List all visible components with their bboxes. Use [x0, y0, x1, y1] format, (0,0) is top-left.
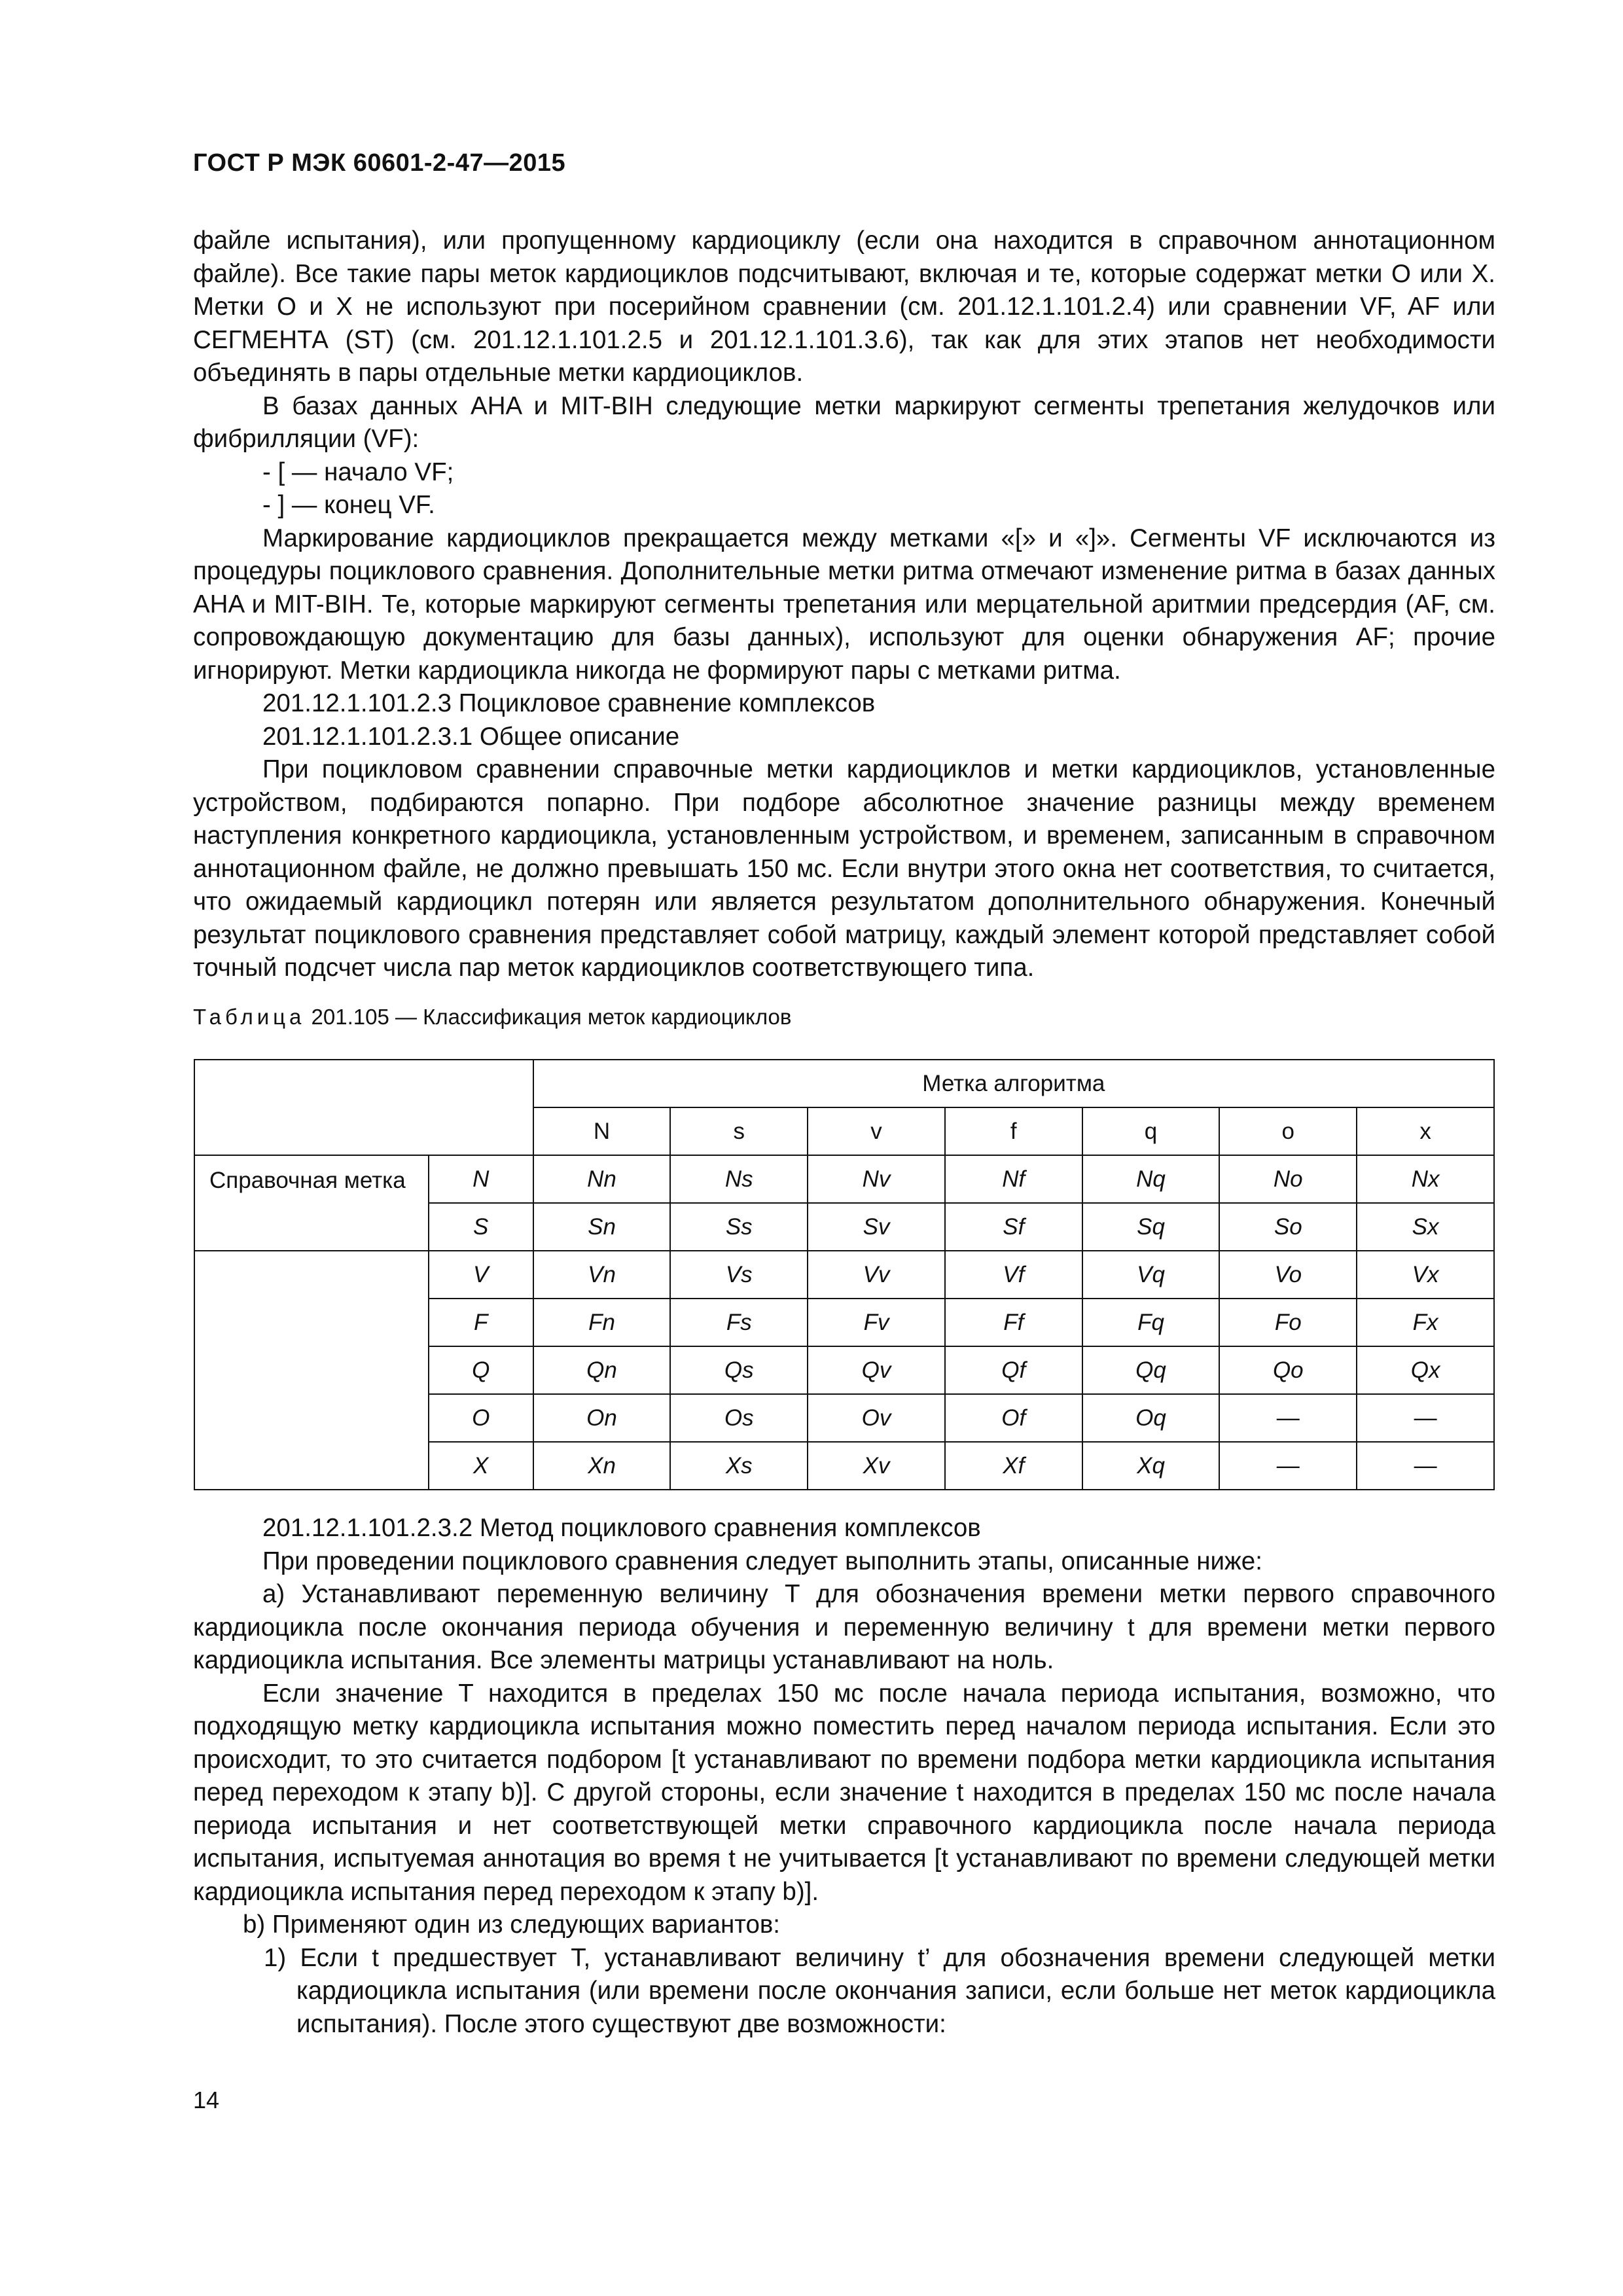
table-cell: Xn	[533, 1442, 671, 1490]
table-cell: Nn	[533, 1155, 671, 1203]
table-cell: Xs	[670, 1442, 808, 1490]
table-cell: Ov	[808, 1394, 945, 1442]
table-header-row	[194, 1060, 1494, 1107]
table-row	[194, 1155, 1494, 1203]
column-header: N	[533, 1107, 671, 1155]
column-header: x	[1357, 1107, 1494, 1155]
table-cell: Vn	[533, 1251, 671, 1299]
table-cell: On	[533, 1394, 671, 1442]
row-header: V	[429, 1251, 533, 1299]
list-item: a) Устанавливают переменную величину T для обозначения времени метки первого справочного кардиоцикла после окончания периода обучения и переменную величину t для времени метки первого кардиоцикла испытания. Все элементы матрицы устанавливают на ноль.	[193, 1580, 1495, 1674]
table-cell: Qo	[1219, 1346, 1357, 1394]
table-cell: Qv	[808, 1346, 945, 1394]
table-cell: Nf	[945, 1155, 1082, 1203]
table-cell: Qx	[1357, 1346, 1494, 1394]
row-header: F	[429, 1299, 533, 1346]
table-cell: Ss	[670, 1203, 808, 1251]
table-corner-cell	[194, 1060, 533, 1155]
table-cell: Of	[945, 1394, 1082, 1442]
table-cell: Vv	[808, 1251, 945, 1299]
page-number: 14	[193, 2087, 220, 2113]
table-cell: —	[1219, 1442, 1357, 1490]
row-header: O	[429, 1394, 533, 1442]
table-cell: No	[1219, 1155, 1357, 1203]
table-cell: Nv	[808, 1155, 945, 1203]
table-row	[194, 1251, 1494, 1299]
section-heading: 201.12.1.101.2.3.1 Общее описание	[262, 722, 680, 751]
column-header: s	[670, 1107, 808, 1155]
table-cell: Fo	[1219, 1299, 1357, 1346]
table-caption-word: Таблица	[193, 1005, 306, 1029]
table-cell: Oq	[1082, 1394, 1220, 1442]
paragraph: В базах данных AHA и MIT-BIH следующие метки маркируют сегменты трепетания желудочков или фибрилляции (VF):	[193, 391, 1495, 453]
table-cell: Vs	[670, 1251, 808, 1299]
section-heading: 201.12.1.101.2.3 Поцикловое сравнение комплексов	[262, 689, 876, 717]
list-item: 1) Если t предшествует T, устанавливают величину t’ для обозначения времени следующей метки кардиоцикла испытания (или времени после окончания записи, если больше нет меток кардиоцикла испытания). После этого существуют две возможности:	[264, 1943, 1495, 2038]
text-block-top	[193, 224, 1495, 985]
empty-label-cell	[194, 1251, 429, 1490]
table-cell: Nq	[1082, 1155, 1220, 1203]
table-cell: Fn	[533, 1299, 671, 1346]
table-cell: So	[1219, 1203, 1357, 1251]
table-cell: —	[1357, 1442, 1494, 1490]
table-cell: Nx	[1357, 1155, 1494, 1203]
list-item: - [ — начало VF;	[262, 457, 454, 486]
column-header: o	[1219, 1107, 1357, 1155]
table-cell: Qs	[670, 1346, 808, 1394]
table-cell: Qn	[533, 1346, 671, 1394]
section-heading: 201.12.1.101.2.3.2 Метод поциклового сравнения комплексов	[262, 1514, 981, 1542]
table-cell: Fx	[1357, 1299, 1494, 1346]
classification-table	[194, 1059, 1495, 1490]
column-header: v	[808, 1107, 945, 1155]
table-cell: Ff	[945, 1299, 1082, 1346]
table-cell: Vo	[1219, 1251, 1357, 1299]
table-cell: Fs	[670, 1299, 808, 1346]
table-cell: Xv	[808, 1442, 945, 1490]
table-cell: Sn	[533, 1203, 671, 1251]
table-cell: Vf	[945, 1251, 1082, 1299]
table-cell: Xq	[1082, 1442, 1220, 1490]
table-cell: —	[1357, 1394, 1494, 1442]
algorithm-label-header: Метка алгоритма	[533, 1060, 1494, 1107]
table-cell: Ns	[670, 1155, 808, 1203]
paragraph: При проведении поциклового сравнения следует выполнить этапы, описанные ниже:	[262, 1547, 1262, 1575]
table-cell: Xf	[945, 1442, 1082, 1490]
column-header: f	[945, 1107, 1082, 1155]
table-cell: Vq	[1082, 1251, 1220, 1299]
table-caption-title: 201.105 — Классификация меток кардиоциклов	[305, 1005, 792, 1029]
row-header: S	[429, 1203, 533, 1251]
row-header: Q	[429, 1346, 533, 1394]
reference-label-cell: Справочная метка	[194, 1155, 429, 1251]
paragraph: файле испытания), или пропущенному кардиоциклу (если она находится в справочном аннотационном файле). Все такие пары меток кардиоциклов подсчитывают, включая и те, которые содержат метки O или X. Метки O и X не используют при посерийном сравнении (см. 201.12.1.101.2.4) или сравнении VF, AF или СЕГМЕНТА (ST) (см. 201.12.1.101.2.5 и 201.12.1.101.3.6), так как для этих этапов нет необходимости объединять в пары отдельные метки кардиоциклов.	[193, 226, 1495, 387]
table-cell: Os	[670, 1394, 808, 1442]
table-cell: Fv	[808, 1299, 945, 1346]
table-cell: Sq	[1082, 1203, 1220, 1251]
list-item: - ] — конец VF.	[262, 491, 435, 519]
table-caption	[193, 1005, 791, 1030]
column-header: q	[1082, 1107, 1220, 1155]
paragraph: Если значение T находится в пределах 150 мс после начала периода испытания, возможно, что подходящую метку кардиоцикла испытания можно поместить перед началом периода испытания. Если это происходит, то это считается подбором [t устанавливают по времени подбора метки кардиоцикла испытания перед переходом к этапу b)]. С другой стороны, если значение t находится в пределах 150 мс после начала периода испытания и нет соответствующей метки справочного кардиоцикла после начала периода испытания, испытуемая аннотация во время t не учитывается [t устанавливают по времени следующей метки кардиоцикла испытания перед переходом к этапу b)].	[193, 1679, 1495, 1906]
row-header: X	[429, 1442, 533, 1490]
table-cell: Qq	[1082, 1346, 1220, 1394]
document-header: ГОСТ Р МЭК 60601-2-47—2015	[193, 149, 566, 177]
list-item: b) Применяют один из следующих вариантов:	[243, 1910, 781, 1939]
paragraph: Маркирование кардиоциклов прекращается между метками «[» и «]». Сегменты VF исключаются из процедуры поциклового сравнения. Дополнительные метки ритма отмечают изменение ритма в базах данных AHA и MIT-BIH. Те, которые маркируют сегменты трепетания или мерцательной аритмии предсердия (AF, см. сопровождающую документацию для базы данных), используют для оценки обнаружения AF; прочие игнорируют. Метки кардиоцикла никогда не формируют пары с метками ритма.	[193, 524, 1495, 685]
table-cell: Sf	[945, 1203, 1082, 1251]
row-header: N	[429, 1155, 533, 1203]
table-cell: Vx	[1357, 1251, 1494, 1299]
paragraph: При поцикловом сравнении справочные метки кардиоциклов и метки кардиоциклов, установленные устройством, подбираются попарно. При подборе абсолютное значение разницы между временем наступления конкретного кардиоцикла, установленным устройством, и временем, записанным в справочном аннотационном файле, не должно превышать 150 мс. Если внутри этого окна нет соответствия, то считается, что ожидаемый кардиоцикл потерян или является результатом дополнительного обнаружения. Конечный результат поциклового сравнения представляет собой матрицу, каждый элемент которой представляет собой точный подсчет числа пар меток кардиоциклов соответствующего типа.	[193, 755, 1495, 982]
table-cell: Sv	[808, 1203, 945, 1251]
table-cell: Fq	[1082, 1299, 1220, 1346]
table-cell: Qf	[945, 1346, 1082, 1394]
table-cell: —	[1219, 1394, 1357, 1442]
table-cell: Sx	[1357, 1203, 1494, 1251]
text-block-bottom	[193, 1512, 1495, 2041]
